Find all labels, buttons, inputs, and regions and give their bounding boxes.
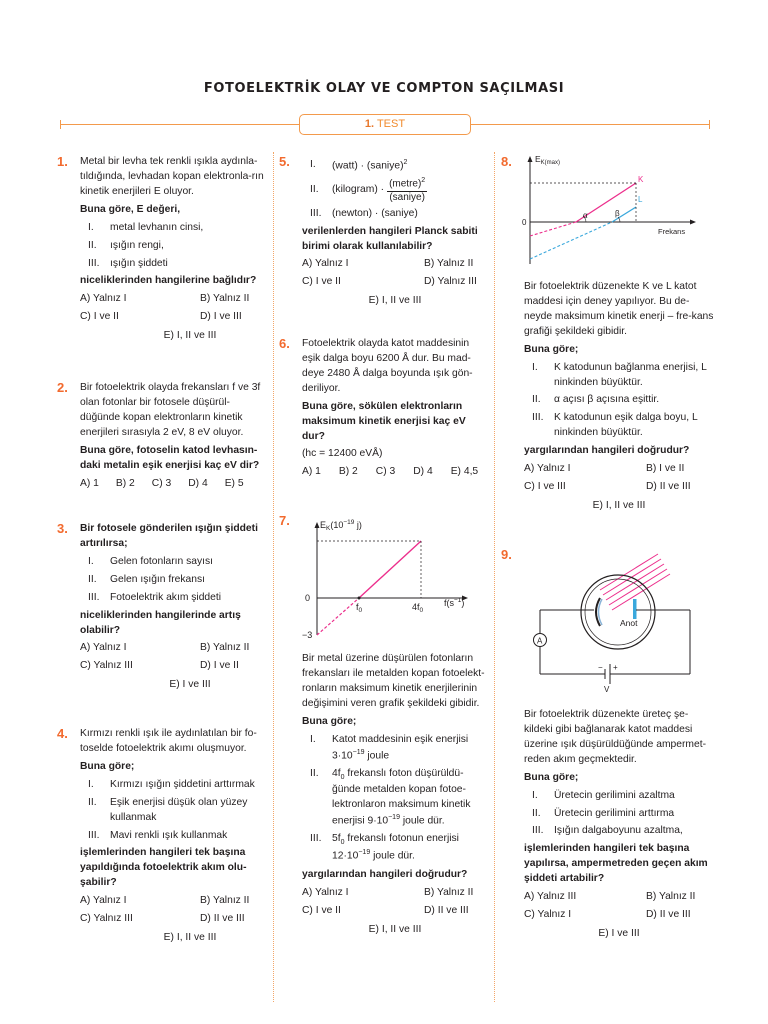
- option-e[interactable]: E) I, II ve III: [368, 295, 422, 307]
- question-number: 8.: [501, 154, 512, 169]
- option-e[interactable]: E) I ve III: [169, 679, 211, 691]
- list-item: II. $4f_0$ frekanslı foton düşürüldü-ğünde metalden kopan fotoe-lektronlaron maksimum kinetik enerjisi $9\cdot 10^{-19}$ joule dür.: [310, 767, 471, 827]
- option-e[interactable]: E) 4,5: [450, 466, 479, 478]
- question-hint: (hc = 12400 eVÅ): [302, 448, 383, 460]
- origin-label: 0: [522, 218, 527, 227]
- question-stem: Kırmızı renkli ışık ile aydınlatılan bir fo-toselde fotoelektrik akımı oluşmuyor.: [80, 728, 257, 754]
- list-item: II. α açısı β açısına eşittir.: [532, 394, 660, 406]
- option-c[interactable]: C) I ve II: [80, 311, 119, 323]
- option-c[interactable]: C) 3: [151, 477, 172, 489]
- question-5: [279, 154, 488, 309]
- question-prompt: yargılarından hangileri doğrudur?: [302, 868, 468, 880]
- option-e[interactable]: E) I, II ve III: [592, 499, 646, 511]
- anode: [633, 599, 637, 619]
- answer-options: [80, 292, 268, 325]
- question-lead: Buna göre;: [80, 760, 135, 772]
- question-7-body: [302, 652, 488, 937]
- x-axis-label: $f(s^{-1})$: [444, 597, 465, 608]
- extrapolated-line: [317, 598, 359, 635]
- list-item: III. (newton) · (saniye): [310, 207, 418, 219]
- y-axis-label: $E_{K(max)}$: [535, 154, 561, 166]
- option-d[interactable]: D) II ve III: [646, 909, 691, 921]
- battery-plus: +: [613, 663, 618, 672]
- test-label-box: [299, 114, 471, 135]
- question-lead: Buna göre;: [524, 771, 579, 783]
- list-item: III. K katodunun eşik dalga boyu, L ninkinden büyüktür.: [532, 412, 698, 439]
- cathode-surface: [599, 599, 603, 625]
- option-a[interactable]: A) Yalnız I: [80, 642, 127, 654]
- list-item: II. ışığın rengi,: [88, 239, 164, 251]
- line-k-extrapolated: [530, 222, 576, 236]
- battery-minus: −: [598, 663, 603, 672]
- line-k-label: K: [638, 175, 644, 184]
- list-item: III. ışığın şiddeti: [88, 257, 168, 269]
- option-d[interactable]: D) II ve III: [424, 904, 469, 916]
- origin-label: 0: [305, 593, 311, 603]
- option-a[interactable]: A) Yalnız I: [302, 886, 349, 898]
- question-number: 2.: [57, 380, 68, 395]
- answer-options: [302, 465, 488, 480]
- question-stem: Metal bir levha tek renkli ışıkla aydınla-tıldığında, levhadan kopan elektronla-rın kinetik enerjileri E oluyor.: [80, 156, 264, 197]
- ammeter-label: A: [537, 636, 543, 646]
- option-b[interactable]: B) Yalnız II: [424, 886, 474, 898]
- test-number: 1.: [364, 118, 375, 130]
- option-c[interactable]: C) Yalnız I: [524, 909, 572, 921]
- option-b[interactable]: B) Yalnız II: [646, 891, 696, 903]
- list-item: II. Eşik enerjisi düşük olan yüzey kullanmak: [88, 796, 248, 823]
- question-9-body: [524, 708, 714, 942]
- x-axis-arrow: [690, 220, 696, 225]
- option-d[interactable]: D) I ve III: [200, 311, 242, 323]
- list-item: III. Işığın dalgaboyunu azaltma,: [532, 825, 683, 837]
- question-3: [57, 521, 268, 693]
- answer-options: [302, 257, 488, 290]
- question-prompt: verilenlerden hangileri Planck sabiti birimi olarak kullanılabilir?: [302, 225, 478, 252]
- option-b[interactable]: B) I ve II: [646, 463, 685, 475]
- option-b[interactable]: B) Yalnız II: [200, 293, 250, 305]
- q9-photocell-circuit: [530, 546, 700, 696]
- vacuum-tube-inner: [585, 579, 651, 645]
- question-number: 7.: [279, 513, 290, 528]
- question-number: 4.: [57, 726, 68, 741]
- line-l-extrapolated: [530, 222, 612, 259]
- option-a[interactable]: A) 1: [302, 466, 321, 478]
- question-8-body: [524, 280, 714, 514]
- answer-options: [80, 477, 268, 492]
- option-b[interactable]: B) Yalnız II: [200, 642, 250, 654]
- list-item: II. Üretecin gerilimini arttırma: [532, 807, 675, 819]
- question-prompt: yargılarından hangileri doğrudur?: [524, 445, 690, 457]
- column-divider-1: [273, 152, 274, 1002]
- option-a[interactable]: A) Yalnız III: [524, 891, 577, 903]
- banner-tick-right: [709, 120, 710, 129]
- energy-line: [359, 541, 421, 598]
- option-d[interactable]: D) Yalnız III: [424, 276, 477, 288]
- option-c[interactable]: C) I ve II: [302, 276, 341, 288]
- list-item: I. Üretecin gerilimini azaltma: [532, 789, 675, 801]
- question-stem: Fotoelektrik olayda katot maddesinin eşik dalga boyu 6200 Å dur. Bu mad-deye 2480 Å dalga boyunda ışık gön-deriliyor.: [302, 338, 473, 394]
- answer-options: [524, 462, 714, 495]
- question-number: 9.: [501, 547, 512, 562]
- list-item: I. (watt) · (saniye)$^2$: [310, 159, 408, 172]
- option-d[interactable]: D) I ve II: [200, 660, 239, 672]
- test-banner: [60, 114, 710, 136]
- question-prompt: niceliklerinden hangilerinde artış olabilir?: [80, 609, 241, 636]
- answer-options: [80, 641, 268, 674]
- threshold-point: [358, 597, 361, 600]
- question-stem: Bir fotoelektrik düzenekte üreteç şe-kildeki gibi bağlanarak katot maddesi üzerine ışık düşürüldüğünde ampermet-reden akım geçmektedir.: [524, 709, 707, 765]
- list-item: III. $5f_0$ frekanslı fotonun enerjisi $12\cdot 10^{-19}$ joule dür.: [310, 833, 459, 862]
- question-stem: Bir fotoelektrik düzenekte K ve L katot maddesi için deney yapılıyor. Bu de-neyde maksimum kinetik enerji – fre-kans grafiği şekildeki gibidir.: [524, 281, 714, 337]
- option-c[interactable]: C) 3: [375, 466, 396, 478]
- option-b[interactable]: B) Yalnız II: [200, 895, 250, 907]
- voltage-label: V: [604, 685, 610, 694]
- x-tick-f0: $f_0$: [356, 602, 363, 614]
- list-item: I. Kırmızı ışığın şiddetini arttırmak: [88, 778, 255, 790]
- question-stem: Bir metal üzerine düşürülen fotonların frekansları ile metalden kopan fotoelekt-ronların maksimum kinetik enerjilerinin değişimini veren grafik şekildeki gibidir.: [302, 653, 485, 709]
- option-a[interactable]: A) Yalnız I: [80, 293, 127, 305]
- list-item: II. Gelen ışığın frekansı: [88, 573, 206, 585]
- y-negative-label: −3: [302, 630, 313, 640]
- option-b[interactable]: B) 2: [115, 477, 135, 489]
- option-d[interactable]: D) 4: [413, 466, 433, 478]
- y-axis-label: $E_K(10^{-19}$ j): [320, 519, 362, 532]
- line-l-label: L: [638, 195, 643, 204]
- question-2: [57, 380, 268, 491]
- list-item: I. Gelen fotonların sayısı: [88, 555, 214, 567]
- option-e[interactable]: E) I ve III: [598, 927, 640, 939]
- list-item: I. K katodunun bağlanma enerjisi, L ninkinden büyüktür.: [532, 361, 707, 388]
- list-item: III. Fotoelektrik akım şiddeti: [88, 591, 222, 603]
- x-axis-label: Frekans: [658, 227, 686, 236]
- column-divider-2: [494, 152, 495, 1002]
- q8-energy-frequency-graph: [516, 152, 716, 274]
- question-lead: Bir fotosele gönderilen ışığın şiddeti artırılırsa;: [80, 523, 258, 549]
- list-item: I. Katot maddesinin eşik enerjisi $3\cdot 10^{-19}$ joule: [310, 733, 469, 761]
- anode-label: Anot: [620, 618, 638, 628]
- question-1: [57, 154, 268, 344]
- answer-options: [524, 890, 714, 923]
- question-4: [57, 726, 268, 946]
- question-lead: Buna göre;: [524, 343, 579, 355]
- q7-energy-frequency-graph: [296, 514, 486, 648]
- question-number: 6.: [279, 336, 290, 351]
- answer-options: [80, 894, 268, 927]
- y-axis-arrow: [528, 156, 533, 162]
- question-lead: Buna göre;: [302, 715, 357, 727]
- option-c[interactable]: C) Yalnız III: [80, 660, 133, 672]
- question-prompt: işlemlerinden hangileri tek başına yapıldığında fotoelektrik akım olu-şabilir?: [80, 847, 247, 889]
- beta-label: β: [615, 209, 620, 218]
- option-b[interactable]: B) Yalnız II: [424, 258, 474, 270]
- fraction: $\frac{(metre)^2}{\text{(saniye)}}$: [389, 177, 426, 203]
- option-a[interactable]: A) Yalnız I: [524, 463, 571, 475]
- option-e[interactable]: E) 5: [224, 477, 244, 489]
- question-stem: Bir fotoelektrik olayda frekansları f ve 3f olan fotonlar bir fotosele düşürül-düğünde kopan elektronların kinetik enerjileri sırasıyla 2 eV, 8 eV oluyor.: [80, 382, 261, 438]
- answer-options: [302, 886, 488, 919]
- option-d[interactable]: D) 4: [188, 477, 208, 489]
- option-e[interactable]: E) I, II ve III: [163, 932, 217, 944]
- question-6: [279, 336, 488, 480]
- question-number: 1.: [57, 154, 68, 169]
- option-b[interactable]: B) 2: [338, 466, 358, 478]
- option-d[interactable]: D) II ve III: [200, 913, 245, 925]
- option-a[interactable]: A) 1: [80, 477, 99, 489]
- list-item: II. (kilogram) · $\frac{(metre)^2}{\text{(saniye)}}$: [310, 177, 426, 203]
- option-a[interactable]: A) Yalnız I: [302, 258, 349, 270]
- question-prompt: niceliklerinden hangilerine bağlıdır?: [80, 275, 257, 287]
- question-prompt: işlemlerinden hangileri tek başına yapılırsa, ampermetreden geçen akım şiddeti artabilir?: [524, 843, 708, 885]
- option-e[interactable]: E) I, II ve III: [163, 330, 217, 342]
- option-c[interactable]: C) I ve III: [524, 481, 566, 493]
- banner-tick-left: [60, 120, 61, 129]
- list-item: I. metal levhanın cinsi,: [88, 221, 204, 233]
- x-tick-4f0: $4f_0$: [412, 602, 424, 614]
- option-d[interactable]: D) II ve III: [646, 481, 691, 493]
- y-axis-arrow: [315, 522, 320, 528]
- test-label: TEST: [376, 118, 406, 130]
- option-a[interactable]: A) Yalnız I: [80, 895, 127, 907]
- question-lead: Buna göre, E değeri,: [80, 203, 181, 215]
- list-item: III. Mavi renkli ışık kullanmak: [88, 829, 228, 841]
- question-number: 3.: [57, 521, 68, 536]
- option-e[interactable]: E) I, II ve III: [368, 923, 422, 935]
- option-c[interactable]: C) I ve II: [302, 904, 341, 916]
- option-c[interactable]: C) Yalnız III: [80, 913, 133, 925]
- question-number: 5.: [279, 154, 290, 169]
- question-prompt: Buna göre, fotoselin katod levhasın-daki metalin eşik enerjisi kaç eV dir?: [80, 444, 260, 471]
- alpha-label: α: [583, 211, 588, 220]
- question-prompt: Buna göre, sökülen elektronların maksimum kinetik enerjisi kaç eV dur?: [302, 400, 466, 442]
- page-title: FOTOELEKTRİK OLAY VE COMPTON SAÇILMASI: [203, 81, 565, 96]
